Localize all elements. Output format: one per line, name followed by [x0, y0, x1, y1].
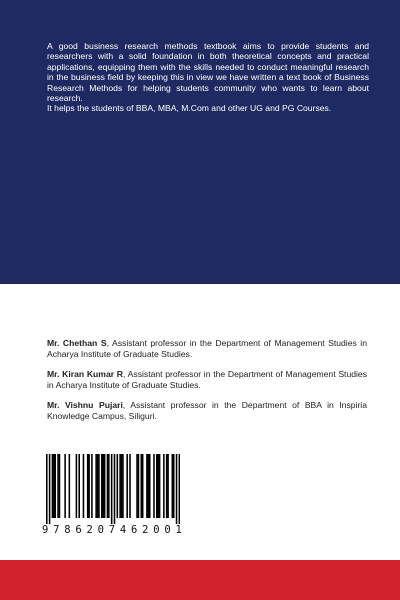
barcode-bar [52, 454, 54, 518]
barcode-bar [97, 454, 99, 518]
barcode-bar [126, 454, 128, 518]
barcode-bar [142, 454, 144, 518]
barcode-bar [157, 454, 159, 518]
barcode-bar [122, 454, 124, 518]
barcode-bar [91, 454, 93, 518]
barcode-bar [102, 454, 104, 518]
author-bio: , Assistant professor in the Department of Management Studies in Acharya Institute of Graduate Studies. [47, 369, 367, 390]
barcode-digit: 0 [153, 524, 160, 536]
barcode-bar [163, 454, 165, 518]
barcode-bar [57, 454, 59, 518]
barcode-digit: 9 [42, 524, 49, 536]
barcode-bar [172, 454, 174, 518]
barcode-bar [141, 454, 143, 518]
barcode-bar [119, 454, 121, 518]
barcode-bar [167, 454, 169, 518]
barcode-bar [64, 454, 66, 518]
barcode-bar [138, 454, 140, 518]
author-list [47, 338, 367, 432]
barcode-bar [46, 454, 48, 524]
barcode-bar [176, 454, 178, 524]
author-entry [47, 369, 367, 390]
barcode-bar [148, 454, 150, 518]
barcode-digit: 7 [53, 524, 60, 536]
barcode-bar [76, 454, 78, 518]
barcode-bar [166, 454, 168, 518]
author-entry [47, 400, 367, 421]
barcode-digit: 2 [142, 524, 149, 536]
author-bio: , Assistant professor in the Department of Management Studies in Acharya Institute of Graduate Studies. [47, 338, 367, 359]
author-name: Mr. Chethan S [47, 338, 107, 348]
barcode-bar [108, 454, 110, 518]
barcode-bar [107, 454, 109, 518]
barcode-bar [78, 454, 80, 518]
barcode-bar [146, 454, 148, 518]
barcode-bar [98, 454, 100, 518]
barcode-bar [173, 454, 175, 518]
barcode-bar [87, 454, 89, 518]
bottom-red-band [0, 560, 400, 600]
barcode-bar [69, 454, 71, 518]
barcode-bar [149, 454, 151, 518]
barcode-bar [129, 454, 131, 518]
barcode-bar [101, 454, 103, 518]
barcode-bar [156, 454, 158, 518]
barcode-digit: 2 [86, 524, 93, 536]
barcode-bar [49, 454, 51, 524]
barcode-bar [114, 454, 116, 524]
author-bio: , Assistant professor in the Department of BBA in Inspiria Knowledge Campus, Siliguri. [47, 400, 367, 421]
barcode-digit: 7 [108, 524, 116, 536]
barcode-digit: 1 [175, 524, 182, 536]
barcode-bar [153, 454, 155, 518]
barcode-bar [88, 454, 90, 518]
barcode-number [42, 524, 182, 536]
barcode-digit: 0 [164, 524, 171, 536]
barcode-bar [95, 454, 97, 518]
book-description [47, 41, 369, 114]
author-entry [47, 338, 367, 359]
barcode-bars [46, 454, 180, 524]
barcode-bar [83, 454, 85, 518]
author-name: Mr. Vishnu Pujari [47, 400, 123, 411]
barcode-bar [117, 454, 119, 518]
description-paragraph-2: It helps the students of BBA, MBA, M.Com and other UG and PG Courses. [47, 103, 332, 114]
back-cover-blurb-panel [0, 0, 400, 284]
barcode-digit: 6 [75, 524, 82, 536]
barcode-bar [179, 454, 180, 524]
barcode-bar [53, 454, 55, 518]
description-paragraph-1: A good business research methods textbook aims to provide students and researchers with a solid foundation in both theoretical concepts and practical applications, equipping them with the skills needed to conduct meaningful research in the business field by keeping this in view we have written a text book of Business Research Methods for helping students community who wants to learn about research. [47, 41, 369, 104]
barcode-bar [104, 454, 106, 518]
barcode-digit: 8 [64, 524, 71, 536]
isbn-barcode [38, 452, 182, 538]
barcode-bar [54, 454, 56, 518]
barcode-bar [121, 454, 123, 518]
barcode-bar [111, 454, 113, 524]
barcode-bar [136, 454, 138, 518]
barcode-digit: 6 [131, 524, 138, 536]
author-name: Mr. Kiran Kumar R [47, 369, 124, 380]
barcode-bar [159, 454, 161, 518]
barcode-digit: 4 [119, 524, 127, 536]
barcode-digit: 0 [97, 524, 104, 536]
barcode-bar [59, 454, 61, 518]
